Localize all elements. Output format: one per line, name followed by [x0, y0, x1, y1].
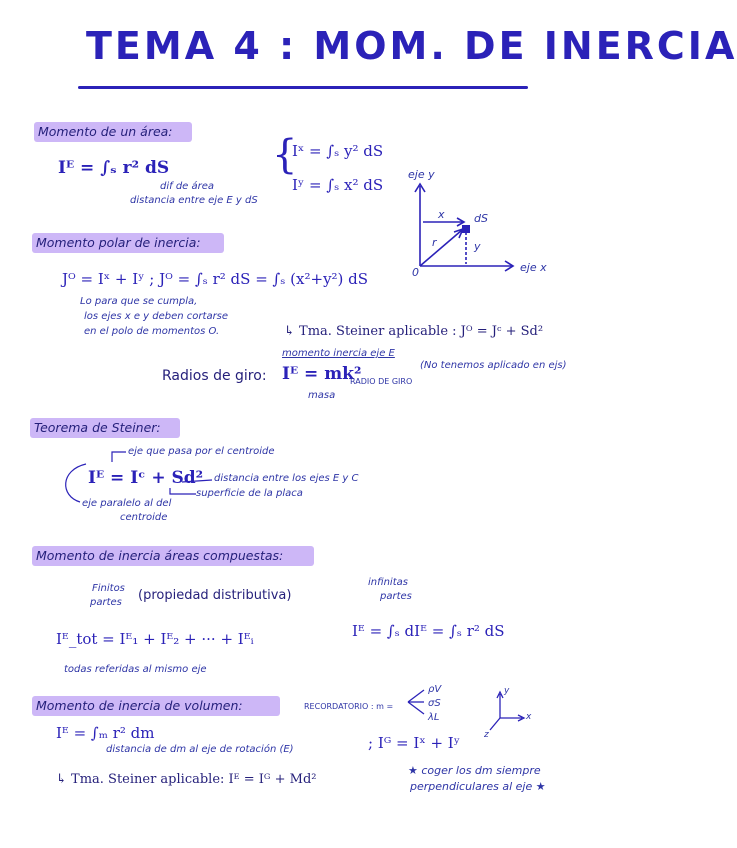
- label-propiedad: (propiedad distributiva): [138, 588, 292, 603]
- label-eje-y: eje y: [408, 168, 435, 181]
- section-heading-momento-polar: Momento polar de inercia:: [36, 235, 201, 250]
- label-infinitos-partes: partes: [380, 591, 412, 602]
- note-polar-1: Lo para que se cumpla,: [80, 296, 198, 307]
- note-momento-eje: momento inercia eje E: [282, 348, 395, 359]
- recordatorio: RECORDATORIO : m =: [304, 702, 394, 711]
- label-r: r: [432, 236, 437, 249]
- formula-finitos: Iᴱ_tot = Iᴱ₁ + Iᴱ₂ + ··· + Iᴱᵢ: [56, 630, 254, 648]
- formula-momento-polar: Jᴼ = Iˣ + Iʸ ; Jᴼ = ∫ₛ r² dS = ∫ₛ (x²+y²) dS: [62, 270, 369, 288]
- recordatorio-sigma-s: σS: [428, 698, 441, 709]
- formula-volumen: Iᴱ = ∫ₘ r² dm: [56, 724, 155, 742]
- note-polar-2: los ejes x e y deben cortarse: [84, 311, 229, 322]
- radios-formula: Iᴱ = mk²: [282, 364, 362, 384]
- label-partes: partes: [90, 597, 122, 608]
- label-y: y: [474, 240, 481, 253]
- note-radio-giro: RADIO DE GIRO: [350, 377, 413, 386]
- recordatorio-rho-v: ρV: [428, 684, 442, 695]
- brace-glyph: {: [272, 132, 298, 178]
- note-coger-dm: ★ coger los dm siempre: [408, 764, 541, 777]
- note-superficie: superficie de la placa: [196, 488, 303, 499]
- label-ds: dS: [474, 212, 488, 225]
- steiner-volumen: ↳ Tma. Steiner aplicable: Iᴱ = Iᴳ + Md²: [56, 772, 317, 787]
- page-title: TEMA 4 : MOM. DE INERCIA: [86, 24, 737, 68]
- section-heading-areas-compuestas: Momento de inercia áreas compuestas:: [36, 548, 284, 563]
- note-eje-paralelo-1: eje paralelo al del: [82, 498, 172, 509]
- formula-steiner: Iᴱ = Iᶜ + Sd²: [88, 468, 204, 488]
- note-distancia-ejes: distancia entre los ejes E y C: [214, 473, 359, 484]
- radios-label: Radios de giro:: [162, 368, 267, 384]
- note-polar-3: en el polo de momentos O.: [84, 326, 220, 337]
- formula-iy: Iʸ = ∫ₛ x² dS: [292, 176, 384, 194]
- label-x: x: [438, 208, 445, 221]
- label-infinitos: infinitas: [368, 577, 408, 588]
- note-eje-paralelo-2: centroide: [120, 512, 168, 523]
- note-distancia: distancia entre eje E y dS: [130, 195, 258, 206]
- recordatorio-lambda-l: λL: [428, 712, 440, 723]
- note-bracket: (No tenemos aplicado en ejs): [420, 360, 567, 371]
- section-heading-momento-area: Momento de un área:: [38, 124, 173, 139]
- label-finitos: Finitos: [92, 583, 125, 594]
- section-heading-volumen: Momento de inercia de volumen:: [36, 698, 243, 713]
- note-mismo-eje: todas referidas al mismo eje: [64, 664, 207, 675]
- formula-infinitos: Iᴱ = ∫ₛ dIᴱ = ∫ₛ r² dS: [352, 622, 505, 640]
- section-heading-steiner: Teorema de Steiner:: [34, 420, 161, 435]
- note-dif-area: dif de área: [160, 181, 215, 192]
- note-distancia-dm: distancia de dm al eje de rotación (E): [106, 744, 294, 755]
- steiner-polar: ↳ Tma. Steiner aplicable : Jᴼ = Jᶜ + Sd²: [284, 324, 544, 339]
- axis-label-x: x: [526, 712, 532, 722]
- note-masa: masa: [308, 390, 336, 401]
- note-centroide: eje que pasa por el centroide: [128, 446, 275, 457]
- label-origin: 0: [412, 266, 419, 279]
- label-eje-x: eje x: [520, 261, 547, 274]
- formula-momento-area: Iᴱ = ∫ₛ r² dS: [58, 158, 170, 178]
- formula-ig: ; Iᴳ = Iˣ + Iʸ: [368, 734, 461, 752]
- axis-label-z: z: [484, 730, 489, 740]
- formula-ix: Iˣ = ∫ₛ y² dS: [292, 142, 384, 160]
- note-perpendiculares: perpendiculares al eje ★: [410, 780, 546, 793]
- axis-label-y: y: [504, 686, 510, 696]
